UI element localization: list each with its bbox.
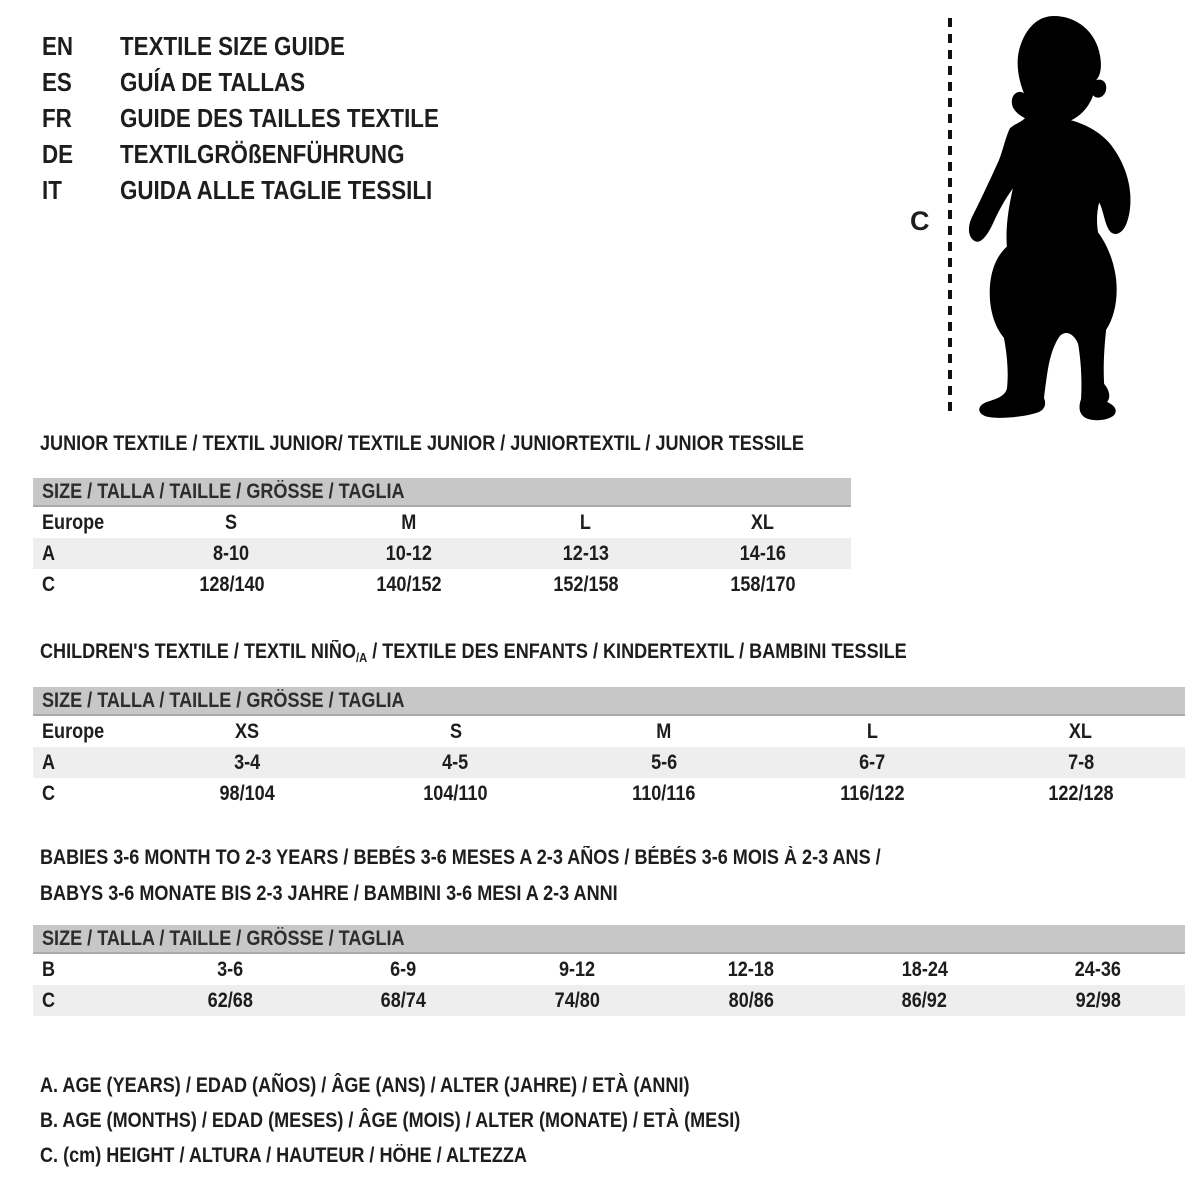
cell-text: 80/86 — [728, 988, 774, 1012]
language-row-de — [42, 136, 491, 172]
row-label-cell — [33, 782, 143, 806]
column-header-cell — [143, 720, 351, 744]
table-cell — [664, 989, 838, 1013]
cell-text: C — [42, 572, 56, 596]
table-cell — [317, 989, 491, 1013]
cell-text: S — [449, 719, 462, 743]
region-label-cell — [33, 511, 143, 535]
cell-text: 24-36 — [1075, 957, 1122, 981]
babies-title-text-line2: BABYS 3-6 MONATE BIS 2-3 JAHRE / BAMBINI 3-6 MESI A 2-3 ANNI — [40, 882, 618, 905]
note-age-years — [40, 1068, 854, 1103]
table-cell — [143, 542, 320, 566]
cell-text: A — [42, 541, 56, 565]
babies-size-header-bar — [33, 925, 1185, 954]
language-code: FR — [42, 102, 72, 133]
language-row-en — [42, 28, 491, 64]
height-measure-label: C — [910, 206, 930, 236]
cell-text: L — [579, 510, 592, 534]
cell-text: 62/68 — [207, 988, 253, 1012]
table-cell — [497, 542, 674, 566]
table-cell — [143, 989, 317, 1013]
cell-text: 140/152 — [375, 572, 442, 596]
row-label-cell — [33, 573, 143, 597]
junior-section-title-text: JUNIOR TEXTILE / TEXTIL JUNIOR/ TEXTILE JUNIOR / JUNIORTEXTIL / JUNIOR TESSILE — [40, 432, 804, 455]
children-columns-row — [33, 716, 1185, 747]
cell-text: M — [400, 510, 417, 534]
cell-text: L — [866, 719, 878, 743]
row-label-cell — [33, 958, 143, 982]
size-header-text: SIZE / TALLA / TAILLE / GRÖSSE / TAGLIA — [42, 927, 405, 950]
table-cell — [977, 751, 1185, 775]
junior-columns-row — [33, 507, 851, 538]
legend-notes — [40, 1068, 854, 1173]
table-cell — [143, 573, 320, 597]
size-header-text: SIZE / TALLA / TAILLE / GRÖSSE / TAGLIA — [42, 480, 405, 503]
junior-size-table — [33, 478, 851, 600]
cell-text: A — [42, 750, 56, 774]
cell-text: 128/140 — [198, 572, 265, 596]
table-cell — [490, 958, 664, 982]
cell-text: XS — [235, 719, 260, 743]
junior-section-title — [40, 432, 928, 456]
cell-text: 10-12 — [385, 541, 432, 565]
cell-text: 7-8 — [1067, 750, 1094, 774]
children-row-age — [33, 747, 1185, 778]
language-row-es — [42, 64, 491, 100]
children-section-title — [40, 640, 1048, 665]
children-row-height — [33, 778, 1185, 809]
cell-text: 98/104 — [219, 781, 275, 805]
column-header-cell — [143, 511, 320, 535]
language-row-it — [42, 172, 491, 208]
table-cell — [768, 782, 976, 806]
cell-text: XL — [750, 510, 775, 534]
children-section-title-text: CHILDREN'S TEXTILE / TEXTIL NIÑO/A / TEXTILE DES ENFANTS / KINDERTEXTIL / BAMBINI TESSILE — [40, 640, 907, 665]
cell-text: 3-6 — [216, 957, 243, 981]
table-cell — [143, 958, 317, 982]
column-header-cell — [560, 720, 768, 744]
column-header-cell — [674, 511, 851, 535]
babies-size-table — [33, 925, 1185, 1016]
note-text: B. AGE (MONTHS) / EDAD (MESES) / ÂGE (MOIS) / ALTER (MONATE) / ETÀ (MESI) — [40, 1109, 741, 1132]
note-text: C. (cm) HEIGHT / ALTURA / HAUTEUR / HÖHE / ALTEZZA — [40, 1144, 527, 1167]
cell-text: 104/110 — [423, 781, 488, 805]
cell-text: 152/158 — [552, 572, 619, 596]
junior-row-age — [33, 538, 851, 569]
cell-text: 6-7 — [859, 750, 886, 774]
table-cell — [320, 573, 497, 597]
table-cell — [143, 751, 351, 775]
guide-title-es: GUÍA DE TALLAS — [120, 66, 306, 97]
column-header-cell — [351, 720, 559, 744]
guide-title-en: TEXTILE SIZE GUIDE — [120, 30, 345, 61]
language-row-fr — [42, 100, 491, 136]
cell-text: 92/98 — [1075, 988, 1121, 1012]
children-size-table — [33, 687, 1185, 809]
table-cell — [674, 542, 851, 566]
language-code: IT — [42, 174, 62, 205]
table-cell — [560, 782, 768, 806]
cell-text: 3-4 — [234, 750, 261, 774]
language-code: EN — [42, 30, 74, 61]
cell-text: 12-18 — [727, 957, 774, 981]
cell-text: 6-9 — [390, 957, 417, 981]
cell-text: 18-24 — [901, 957, 948, 981]
table-cell — [490, 989, 664, 1013]
babies-row-months — [33, 954, 1185, 985]
babies-section-title-line1 — [40, 846, 1018, 870]
babies-title-text-line1: BABIES 3-6 MONTH TO 2-3 YEARS / BEBÉS 3-6 MESES A 2-3 AÑOS / BÉBÉS 3-6 MOIS À 2-3 ANS / — [40, 846, 881, 869]
height-measure-dashed-line — [948, 18, 952, 418]
cell-text: 4-5 — [442, 750, 469, 774]
cell-text: 68/74 — [380, 988, 427, 1012]
size-header-text: SIZE / TALLA / TAILLE / GRÖSSE / TAGLIA — [42, 689, 405, 712]
cell-text: Europe — [42, 510, 105, 534]
row-label-cell — [33, 751, 143, 775]
cell-text: 116/122 — [840, 781, 905, 805]
note-height-cm — [40, 1138, 854, 1173]
cell-text: 110/116 — [632, 781, 696, 805]
cell-text: XL — [1069, 719, 1093, 743]
table-cell — [560, 751, 768, 775]
cell-text: C — [42, 781, 56, 805]
table-cell — [838, 989, 1012, 1013]
cell-text: B — [42, 957, 56, 981]
table-cell — [320, 542, 497, 566]
table-cell — [497, 573, 674, 597]
row-label-cell — [33, 542, 143, 566]
cell-text: S — [225, 510, 238, 534]
table-cell — [838, 958, 1012, 982]
cell-text: 8-10 — [213, 541, 250, 565]
junior-size-header-bar — [33, 478, 851, 507]
cell-text: Europe — [42, 719, 105, 743]
guide-title-fr: GUIDE DES TAILLES TEXTILE — [120, 102, 439, 133]
table-cell — [351, 782, 559, 806]
cell-text: M — [656, 719, 672, 743]
guide-title-de: TEXTILGRÖßENFÜHRUNG — [120, 138, 405, 169]
note-text: A. AGE (YEARS) / EDAD (AÑOS) / ÂGE (ANS) / ALTER (JAHRE) / ETÀ (ANNI) — [40, 1074, 690, 1097]
column-header-cell — [497, 511, 674, 535]
table-cell — [664, 958, 838, 982]
table-cell — [768, 751, 976, 775]
cell-text: 5-6 — [650, 750, 678, 774]
cell-text: 9-12 — [559, 957, 596, 981]
table-cell — [1011, 958, 1185, 982]
table-cell — [674, 573, 851, 597]
guide-title-it: GUIDA ALLE TAGLIE TESSILI — [120, 174, 433, 205]
table-cell — [977, 782, 1185, 806]
cell-text: 12-13 — [562, 541, 609, 565]
babies-section-title-line2 — [40, 882, 712, 906]
cell-text: 86/92 — [901, 988, 948, 1012]
table-cell — [351, 751, 559, 775]
cell-text: 158/170 — [729, 572, 796, 596]
cell-text: 74/80 — [554, 988, 600, 1012]
cell-text: C — [42, 988, 56, 1012]
region-label-cell — [33, 720, 143, 744]
table-cell — [143, 782, 351, 806]
language-title-list — [42, 28, 491, 208]
nino-a-subscript: /A — [356, 650, 368, 665]
babies-row-height — [33, 985, 1185, 1016]
column-header-cell — [320, 511, 497, 535]
language-code: ES — [42, 66, 72, 97]
table-cell — [1011, 989, 1185, 1013]
cell-text: 122/128 — [1048, 781, 1114, 805]
language-code: DE — [42, 138, 74, 169]
note-age-months — [40, 1103, 854, 1138]
column-header-cell — [768, 720, 976, 744]
table-cell — [317, 958, 491, 982]
children-size-header-bar — [33, 687, 1185, 716]
column-header-cell — [977, 720, 1185, 744]
cell-text: 14-16 — [739, 541, 786, 565]
junior-row-height — [33, 569, 851, 600]
toddler-silhouette-icon — [962, 16, 1144, 422]
row-label-cell — [33, 989, 143, 1013]
